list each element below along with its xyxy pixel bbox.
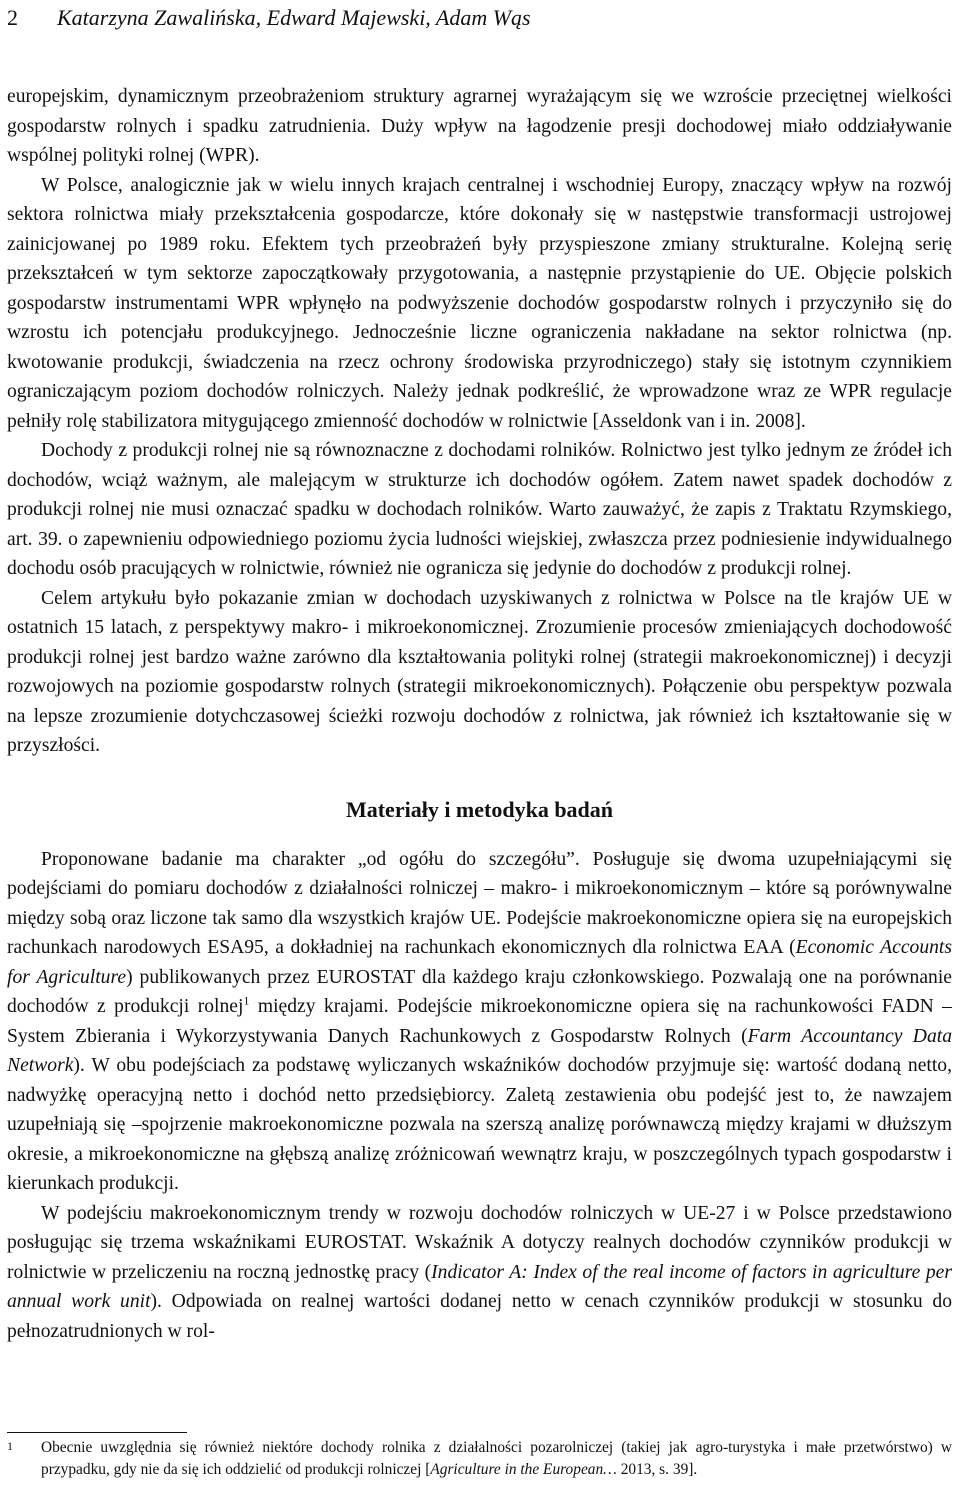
paragraph-article-aim: Celem artykułu było pokazanie zmian w dochodach uzyskiwanych z rolnictwa w Polsce na tle krajów UE w ostatnich 15 latach, z perspektywy makro- i mikroekonomicznej. Zrozumienie procesów zmieniających dochodowość produkcji rolnej jest bardzo ważne zarówno dla kształtowania polityki rolnej (strategii makroekonomicznej) i decyzji rozwojowych na poziomie gospodarstw rolnych (strategii mikroekonomicznych). Połączenie obu perspektyw pozwala na lepsze zrozumienie dotychczasowej ścieżki rozwoju dochodów z rolnictwa, jak również ich kształtowanie się w przyszłości. <box>7 587 952 756</box>
footnote-italic-source: Agriculture in the European… <box>430 1461 617 1478</box>
method-text-2: ) publikowanych przez EUROSTAT dla każdego kraju członkowskiego. Pozwalają one na porównanie dochodów z produkcji rolnej <box>7 966 952 1017</box>
running-header-authors: Katarzyna Zawalińska, Edward Majewski, Adam Wąs <box>57 5 531 30</box>
page-number: 2 <box>7 5 18 30</box>
section-heading: Materiały i metodyka badań <box>345 796 614 822</box>
running-header <box>7 2 952 40</box>
macro-italic-indicator-a: Indicator A: Index of the real income of factors in agriculture per annual work unit <box>7 1261 952 1312</box>
paragraph-macro-indicators <box>7 1199 952 1347</box>
body-text <box>7 82 952 1346</box>
paragraph-method-approach <box>7 845 952 1199</box>
footnote-number: 1 <box>7 1439 13 1453</box>
method-italic-eaa: Economic Accounts for Agriculture <box>7 937 952 988</box>
footnote-divider <box>7 1432 187 1433</box>
footnote-text-1: Obecnie uwzględnia się również niektóre dochody rolnika z działalności pozarolniczej (takiej jak agro-turystyka i małe przetwórstwo) w przypadku, gdy nie da się ich oddzielić od produkcji rolniczej [ <box>41 1439 952 1478</box>
footnote <box>7 1437 952 1481</box>
method-text-3: między krajami. Podejście mikroekonomiczne opiera się na rachunkowości FADN – System Zbierania i Wykorzystywania Danych Rachunkowych z Gospodarstw Rolnych ( <box>7 996 952 1047</box>
footnote-reference[interactable]: 1 <box>243 993 250 1008</box>
method-text-1: Proponowane badanie ma charakter „od ogółu do szczegółu”. Posługuje się dwoma uzupełniającymi się podejściami do pomiaru dochodów z działalności rolniczej – makro- i mikroekonomicznym – które są porównywalne między sobą oraz liczone tak samo dla wszystkich krajów UE. Podejście makroekonomiczne opiera się na europejskich rachunkach narodowych ESA95, a dokładniej na rachunkach ekonomicznych dla rolnictwa EAA ( <box>7 848 952 958</box>
macro-text-2: ). Odpowiada on realnej wartości dodanej netto w cenach czynników produkcji w stosunku do pełnozatrudnionych w rol- <box>7 1291 952 1342</box>
footnote-text-2: 2013, s. 39]. <box>616 1461 698 1478</box>
footnote-text <box>41 1437 952 1481</box>
paragraph-farm-income: Dochody z produkcji rolnej nie są równoznaczne z dochodami rolników. Rolnictwo jest tylko jednym ze źródeł ich dochodów, wciąż ważnym, ale malejącym w strukturze ich dochodów ogółem. Zatem nawet spadek dochodów z produkcji rolnej nie musi oznaczać spadku w dochodach rolników. Warto zauważyć, że zapis z Traktatu Rzymskiego, art. 39. o zapewnieniu odpowiedniego poziomu życia ludności wiejskiej, zwłaszcza przez podniesienie indywidualnego dochodu osób pracujących w rolnictwie, również nie ogranicza się jedynie do dochodów z produkcji rolnej. <box>7 440 952 579</box>
macro-text-1: W podejściu makroekonomicznym trendy w rozwoju dochodów rolniczych w UE-27 i w Polsce przedstawiono posługując się trzema wskaźnikami EUROSTAT. Wskaźnik A dotyczy realnych dochodów czynników produkcji w rolnictwie w przeliczeniu na roczną jednostkę pracy ( <box>7 1202 952 1283</box>
method-text-4: ). W obu podejściach za podstawę wyliczanych wskaźników dochodów przyjmuje się: wartość dodaną netto, nadwyżkę operacyjną netto i dochód netto przedsiębiorcy. Zaletą zestawienia obu podejść jest to, że nawzajem uzupełniają się –spojrzenie makroekonomiczne pozwala na szerszą analizę porównawczą między krajami w dłuższym okresie, a mikroekonomiczne na głębszą analizę zróżnicowań wewnątrz kraju, w poszczególnych typach gospodarstw i kierunkach produkcji. <box>7 1055 952 1194</box>
method-italic-fadn: Farm Accountancy Data Network <box>7 1025 952 1076</box>
paragraph-poland-transformation: W Polsce, analogicznie jak w wielu innych krajach centralnej i wschodniej Europy, znaczący wpływ na rozwój sektora rolnictwa miały przekształcenia gospodarcze, które dokonały się w następstwie transformacji ustrojowej zainicjowanej po 1989 roku. Efektem tych przeobrażeń były przyspieszone zmiany strukturalne. Kolejną serię przekształceń w tym sektorze zapoczątkowały przygotowania, a następnie przystąpienie do UE. Objęcie polskich gospodarstw instrumentami WPR wpłynęło na podwyższenie dochodów gospodarstw rolnych i przyczyniło się do wzrostu ich potencjału produkcyjnego. Jednocześnie liczne ograniczenia nakładane na sektor rolnictwa (np. kwotowanie produkcji, świadczenia na rzecz ochrony środowiska przyrodniczego) stały się istotnym czynnikiem ograniczającym poziom dochodów rolniczych. Należy jednak podkreślić, że wprowadzone wraz ze WPR regulacje pełniły rolę stabilizatora mitygującego zmienność dochodów w rolnictwie [Asseldonk van i in. 2008]. <box>7 174 952 432</box>
paragraph-continuation: europejskim, dynamicznym przeobrażeniom struktury agrarnej wyrażającym się we wzroście przeciętnej wielkości gospodarstw rolnych i spadku zatrudnienia. Duży wpływ na łagodzenie presji dochodowej miało oddziaływanie wspólnej polityki rolnej (WPR). <box>7 86 952 166</box>
